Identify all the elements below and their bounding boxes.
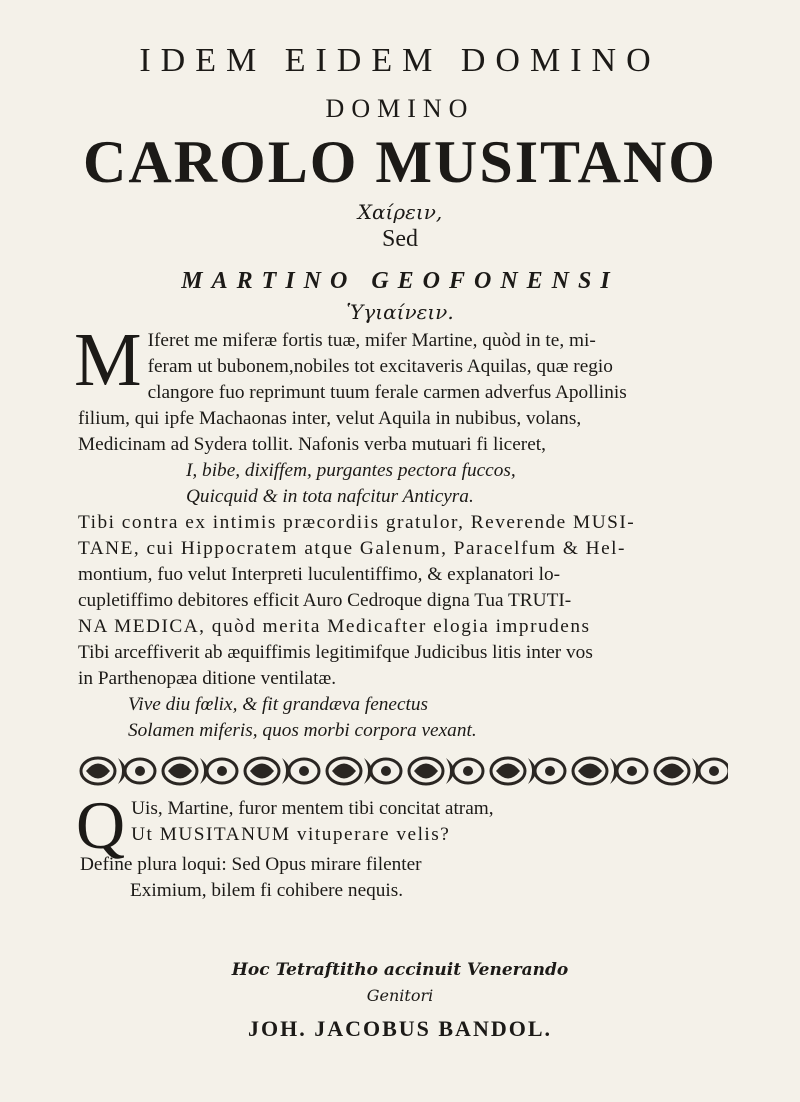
ornament-fleuron [655,758,728,784]
p1-line: clangore fuo reprimunt tuum ferale carmen adverfus Apollinis [147,382,627,403]
ornament-fleuron [573,758,647,784]
p1-verse-line: Quicquid & in tota nafcitur Anticyra. [186,486,474,507]
footer-note: Hoc Tetraftitho accinuit Venerando [231,960,569,980]
p2-verse-line: Uis, Martine, furor mentem tibi concitat atram, [131,798,494,819]
greek-health-wish: Ὑγιαίνειν. [346,300,454,324]
dropcap-m: M [74,318,142,402]
p1-line: feram ut bubonem,nobiles tot excitaveris Aquilas, quæ regio [147,356,613,377]
p1-verse-line: Vive diu fœlix, & fit grandæva fenectus [128,694,429,715]
p2-verse-line: Eximium, bilem fi cohibere nequis. [130,880,404,901]
sed-word: Sed [382,226,418,252]
ornament-fleuron [163,758,237,784]
p1-line: NA MEDICA, quòd merita Medicafter elogia imprudens [78,616,591,637]
p1-verse-line: Solamen miferis, quos morbi corpora vexant. [128,720,477,741]
p1-line: Tibi contra ex intimis præcordiis gratulor, Reverende MUSI- [78,512,636,533]
paragraph-two [76,787,750,904]
p1-verse-line: I, bibe, dixiffem, purgantes pectora fuccos, [186,460,516,481]
dedicatee-name: MARTINO GEOFONENSI [181,268,619,294]
p2-verse-line: Define plura loqui: Sed Opus mirare filenter [80,854,422,875]
p1-line: Iferet me miferæ fortis tuæ, mifer Martine, quòd in te, mi- [147,330,596,351]
p1-line: Tibi arceffiverit ab æquiffimis legitimifque Judicibus litis inter vos [78,642,593,663]
footer-genitori: Genitori [366,986,434,1005]
p2-verse-line: Ut MUSITANUM vituperare velis? [131,824,451,845]
ornament-fleuron [327,758,401,784]
paragraph-one [74,318,748,744]
dropcap-q: Q [76,787,126,863]
p1-line: in Parthenopæa ditione ventilatæ. [78,668,337,689]
ornament-fleuron [81,758,155,784]
p1-line: Medicinam ad Sydera tollit. Nafonis verba mutuari fi liceret, [78,434,546,455]
p1-line: montium, fuo velut Interpreti luculentiffimo, & explanatori lo- [78,564,561,585]
p1-line: cupletiffimo debitores efficit Auro Cedroque digna Tua TRUTI- [78,590,572,611]
ornament-fleuron [409,758,483,784]
p1-line: TANE, cui Hippocratem atque Galenum, Paracelfum & Hel- [78,538,626,559]
heading-domino: DOMINO [325,94,475,123]
heading-idem-eidem: IDEM EIDEM DOMINO [139,42,661,79]
ornament-fleuron [245,758,319,784]
ornament-fleuron [491,758,565,784]
signature: JOH. JACOBUS BANDOL. [247,1016,553,1041]
p1-line: filium, qui ipfe Machaonas inter, velut Aquila in nubibus, volans, [78,408,582,429]
ornament-band [78,752,728,790]
greek-greeting: Χαίρειν, [357,200,443,224]
heading-carolo-musitano: CAROLO MUSITANO [83,129,717,195]
